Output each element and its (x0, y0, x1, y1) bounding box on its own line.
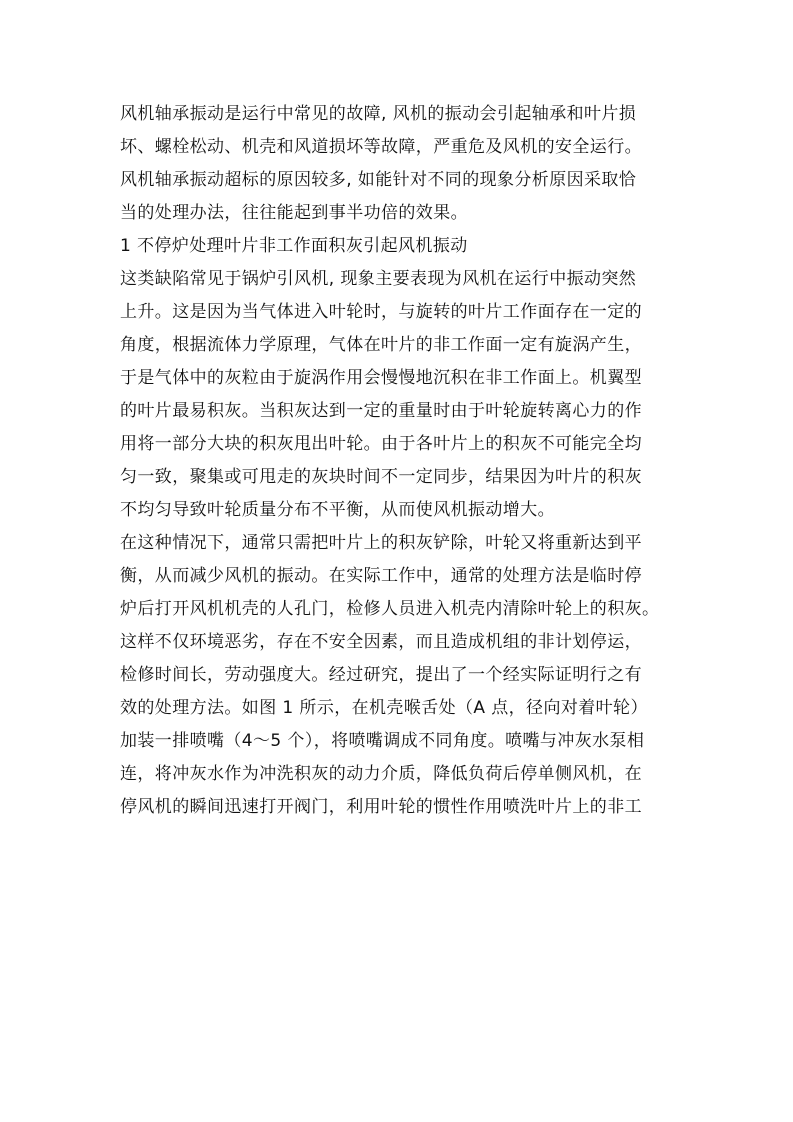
text-line-17: 这样不仅环境恶劣，存在不安全因素，而且造成机组的非计划停运， (120, 632, 642, 652)
text-line-8: 角度，根据流体力学原理，气体在叶片的非工作面一定有旋涡产生， (120, 335, 642, 355)
text-line-15: 衡，从而减少风机的振动。在实际工作中，通常的处理方法是临时停 (120, 566, 642, 586)
text-line-13: 不均匀导致叶轮质量分布不平衡，从而使风机振动增大。 (120, 500, 555, 520)
text-line-10: 的叶片最易积灰。当积灰达到一定的重量时由于叶轮旋转离心力的作 (120, 401, 642, 421)
text-line-18: 检修时间长，劳动强度大。经过研究，提出了一个经实际证明行之有 (120, 665, 642, 685)
text-line-1: 风机轴承振动是运行中常见的故障, 风机的振动会引起轴承和叶片损 (120, 104, 637, 124)
text-line-6: 这类缺陷常见于锅炉引风机, 现象主要表现为风机在运行中振动突然 (120, 269, 637, 289)
text-line-4: 当的处理办法，往往能起到事半功倍的效果。 (120, 203, 468, 223)
text-line-7: 上升。这是因为当气体进入叶轮时，与旋转的叶片工作面存在一定的 (120, 302, 642, 322)
text-line-19: 效的处理方法。如图 1 所示，在机壳喉舌处（A 点，径向对着叶轮） (120, 698, 648, 718)
text-line-2: 坏、螺栓松动、机壳和风道损坏等故障，严重危及风机的安全运行。 (120, 137, 642, 157)
text-line-3: 风机轴承振动超标的原因较多, 如能针对不同的现象分析原因采取恰 (120, 170, 637, 190)
section-heading: 1 不停炉处理叶片非工作面积灰引起风机振动 (120, 236, 468, 256)
text-line-20: 加装一排喷嘴（4～5 个），将喷嘴调成不同角度。喷嘴与冲灰水泵相 (120, 731, 645, 751)
text-line-12: 匀一致，聚集或可甩走的灰块时间不一定同步，结果因为叶片的积灰 (120, 467, 642, 487)
document-body (120, 98, 680, 824)
text-line-21: 连，将冲灰水作为冲洗积灰的动力介质，降低负荷后停单侧风机，在 (120, 764, 642, 784)
text-line-14: 在这种情况下，通常只需把叶片上的积灰铲除，叶轮又将重新达到平 (120, 533, 642, 553)
text-line-9: 于是气体中的灰粒由于旋涡作用会慢慢地沉积在非工作面上。机翼型 (120, 368, 642, 388)
text-line-16: 炉后打开风机机壳的人孔门，检修人员进入机壳内清除叶轮上的积灰。 (120, 599, 660, 619)
text-line-11: 用将一部分大块的积灰甩出叶轮。由于各叶片上的积灰不可能完全均 (120, 434, 642, 454)
text-line-22: 停风机的瞬间迅速打开阀门，利用叶轮的惯性作用喷洗叶片上的非工 (120, 797, 642, 817)
